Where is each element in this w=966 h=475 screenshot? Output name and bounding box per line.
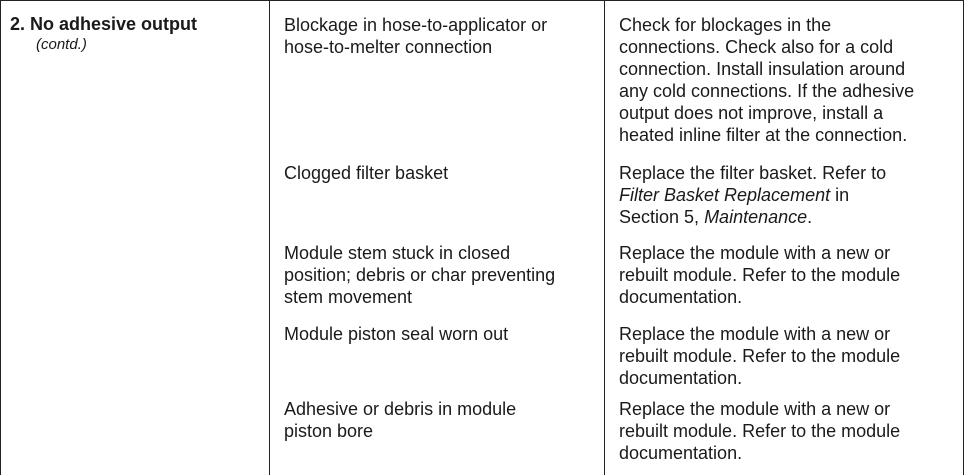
cause-cell <box>284 162 596 184</box>
problem-title: 2. No adhesive output <box>10 14 198 34</box>
problem-cell <box>10 13 265 55</box>
action-cell <box>619 242 957 308</box>
action-line: documentation. <box>619 443 743 463</box>
column-divider <box>604 1 605 475</box>
action-line: documentation. <box>619 368 743 388</box>
cause-line: Adhesive or debris in module <box>284 399 517 419</box>
action-cell <box>619 14 957 146</box>
action-text: Section 5, <box>619 207 705 227</box>
action-line: documentation. <box>619 287 743 307</box>
action-line <box>619 184 957 206</box>
cause-line: Clogged filter basket <box>284 163 449 183</box>
action-line: connections. Check also for a cold <box>619 37 894 57</box>
action-line: Replace the module with a new or <box>619 243 891 263</box>
cause-line: Module stem stuck in closed <box>284 243 511 263</box>
cause-line: position; debris or char preventing <box>284 265 556 285</box>
action-line: rebuilt module. Refer to the module <box>619 265 901 285</box>
cause-cell <box>284 14 596 58</box>
cause-cell <box>284 323 596 345</box>
action-line: Replace the module with a new or <box>619 324 891 344</box>
cause-line: Blockage in hose-to-applicator or <box>284 15 548 35</box>
action-line: any cold connections. If the adhesive <box>619 81 915 101</box>
action-line: heated inline filter at the connection. <box>619 125 908 145</box>
cause-cell <box>284 242 596 308</box>
action-line: Replace the filter basket. Refer to <box>619 163 887 183</box>
cause-line: hose-to-melter connection <box>284 37 493 57</box>
action-line <box>619 206 957 228</box>
action-cell <box>619 162 957 228</box>
action-line: rebuilt module. Refer to the module <box>619 346 901 366</box>
action-line: Replace the module with a new or <box>619 399 891 419</box>
problem-continued-label: (contd.) <box>36 36 87 53</box>
action-cell <box>619 398 957 464</box>
action-line: rebuilt module. Refer to the module <box>619 421 901 441</box>
action-line: Check for blockages in the <box>619 15 832 35</box>
cause-cell <box>284 398 596 442</box>
action-text: . <box>807 207 813 227</box>
action-line: output does not improve, install a <box>619 103 884 123</box>
action-cell <box>619 323 957 389</box>
column-divider <box>269 1 270 475</box>
cause-line: piston bore <box>284 421 374 441</box>
action-text: in <box>830 185 850 205</box>
cause-line: Module piston seal worn out <box>284 324 509 344</box>
cause-line: stem movement <box>284 287 413 307</box>
action-line: connection. Install insulation around <box>619 59 906 79</box>
section-title: Maintenance <box>704 207 808 227</box>
reference-title: Filter Basket Replacement <box>619 185 831 205</box>
